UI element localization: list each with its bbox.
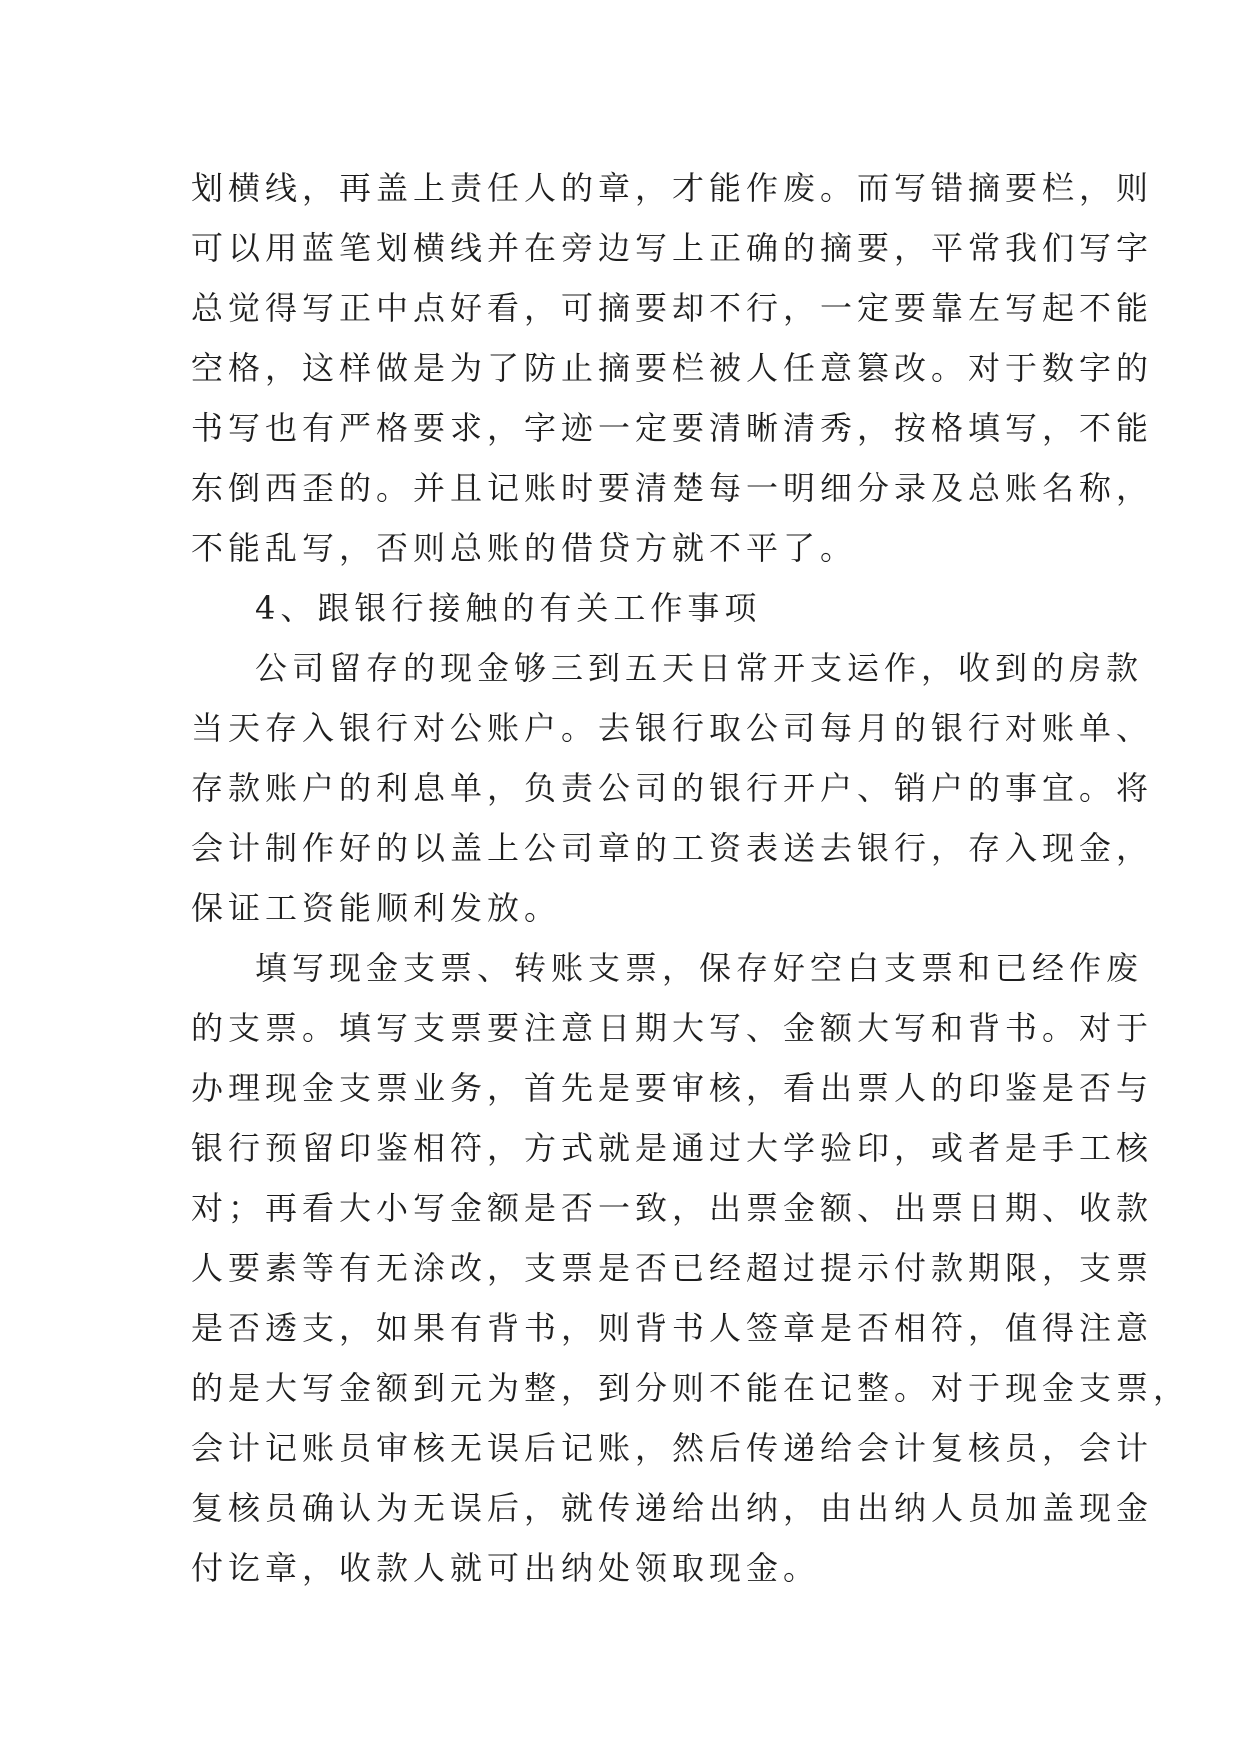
text-line: 东倒西歪的。并且记账时要清楚每一明细分录及总账名称，: [191, 469, 1154, 507]
section-heading: 4、跟银行接触的有关工作事项: [255, 589, 762, 627]
text-line: 可以用蓝笔划横线并在旁边写上正确的摘要，平常我们写字: [191, 229, 1154, 267]
text-line: 复核员确认为无误后，就传递给出纳，由出纳人员加盖现金: [191, 1489, 1154, 1527]
text-line: 总觉得写正中点好看，可摘要却不行，一定要靠左写起不能: [191, 289, 1154, 327]
paragraph-cash-and-bank: [191, 638, 1154, 938]
text-line: 的支票。填写支票要注意日期大写、金额大写和背书。对于: [191, 1009, 1154, 1047]
text-line: 是否透支，如果有背书，则背书人签章是否相符，值得注意: [191, 1309, 1154, 1347]
text-line: 付讫章，收款人就可出纳处领取现金。: [191, 1549, 821, 1587]
text-line: 当天存入银行对公账户。去银行取公司每月的银行对账单、: [191, 709, 1154, 747]
text-line: 会计制作好的以盖上公司章的工资表送去银行，存入现金，: [191, 829, 1154, 867]
text-line: 公司留存的现金够三到五天日常开支运作，收到的房款: [255, 649, 1144, 687]
text-line: 存款账户的利息单，负责公司的银行开户、销户的事宜。将: [191, 769, 1154, 807]
section-heading-bank-matters: [191, 578, 1051, 638]
text-line: 的是大写金额到元为整，到分则不能在记整。对于现金支票，: [191, 1369, 1191, 1407]
text-line: 会计记账员审核无误后记账，然后传递给会计复核员，会计: [191, 1429, 1154, 1467]
text-line: 对；再看大小写金额是否一致，出票金额、出票日期、收款: [191, 1189, 1154, 1227]
body-text: [191, 158, 1191, 1598]
text-line: 划横线，再盖上责任人的章，才能作废。而写错摘要栏，则: [191, 169, 1154, 207]
text-line: 银行预留印鉴相符，方式就是通过大学验印，或者是手工核: [191, 1129, 1154, 1167]
text-line: 办理现金支票业务，首先是要审核，看出票人的印鉴是否与: [191, 1069, 1154, 1107]
text-line: 空格，这样做是为了防止摘要栏被人任意篡改。对于数字的: [191, 349, 1154, 387]
text-line: 不能乱写，否则总账的借贷方就不平了。: [191, 529, 858, 567]
text-line: 书写也有严格要求，字迹一定要清晰清秀，按格填写，不能: [191, 409, 1154, 447]
paragraph-cheques: [191, 938, 1191, 1598]
text-line: 人要素等有无涂改，支票是否已经超过提示付款期限，支票: [191, 1249, 1154, 1287]
text-line: 填写现金支票、转账支票，保存好空白支票和已经作废: [255, 949, 1144, 987]
paragraph-voiding-and-writing-rules: [191, 158, 1154, 578]
text-line: 保证工资能顺利发放。: [191, 889, 562, 927]
